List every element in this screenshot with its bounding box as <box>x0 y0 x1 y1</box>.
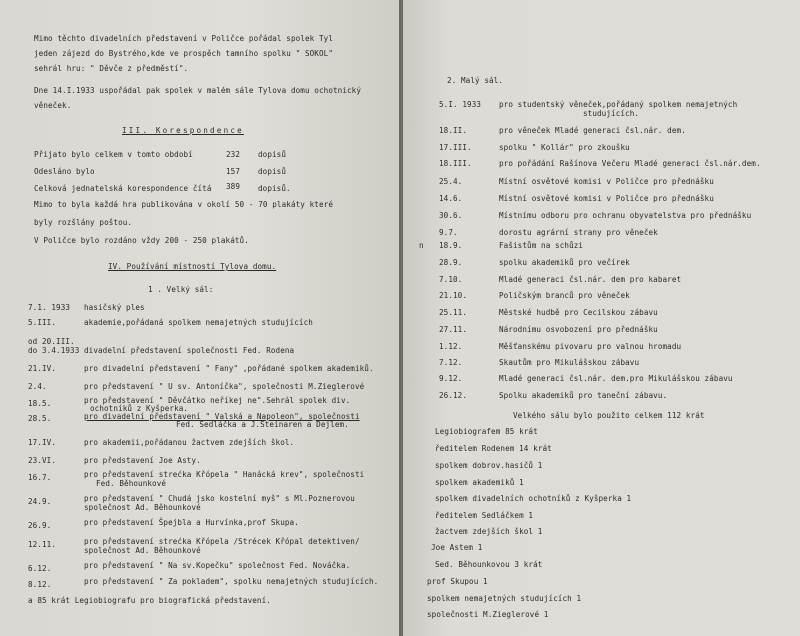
row-text: Fed. Sedláčka a J.Steinaren a Dejlem. <box>176 420 349 429</box>
intro-line: sehrál hru: " Děvče z předměstí". <box>34 64 189 73</box>
correspondence-count: 157 <box>226 167 241 176</box>
row-text: pro divadelní představení " Fany" ,pořádané spolkem akademiků. <box>84 364 374 373</box>
note-line: byly rozšlány poštou. <box>34 218 133 227</box>
summary-item: prof Skupou 1 <box>427 577 488 586</box>
row-date: 12.11. <box>28 540 57 549</box>
row-date: 26.12. <box>439 391 468 400</box>
row-text: pro studentský věneček,pořádaný spolkem nemajetných <box>499 100 738 109</box>
row-date: 23.VI. <box>28 456 57 465</box>
row-date: 18.5. <box>28 399 52 408</box>
row-date: 18.II. <box>439 126 468 135</box>
row-date: 21.IV. <box>28 364 57 373</box>
summary-item: spolkem divadelních ochotníků z Kyšperka 1 <box>435 494 632 503</box>
correspondence-count: 232 <box>226 150 241 159</box>
summary-item: ředitelem Sedláčkem 1 <box>435 511 534 520</box>
row-text: a 85 krát Legiobiografu pro biografická představení. <box>28 596 271 605</box>
summary-item: ředitelem Rodenem 14 krát <box>435 444 552 453</box>
row-text: Spolku akademiků pro taneční zábavu. <box>499 391 668 400</box>
row-date: od 20.III. <box>28 337 75 346</box>
row-text: Měšťanskému pivovaru pro valnou hromadu <box>499 342 682 351</box>
row-text: Mladé generaci čsl.nár. dem.pro Mikulášskou zábavu <box>499 374 733 383</box>
correspondence-unit: dopisů. <box>258 184 291 193</box>
summary-item: spolkem nemajetných studujících 1 <box>427 594 582 603</box>
row-date: 26.9. <box>28 521 52 530</box>
summary-item: spolkem dobrov.hasičů 1 <box>435 461 543 470</box>
note-line: Mimo to byla každá hra publikována v okolí 50 - 70 plakáty které <box>34 200 333 209</box>
summary-item: Legiobiografem 85 krát <box>435 427 538 436</box>
row-text: pro věneček Mladé generaci čsl.nár. dem. <box>499 126 686 135</box>
section-title-rooms: IV. Používání místností Tylova domu. <box>108 262 277 271</box>
row-date: 25.4. <box>439 177 463 186</box>
intro-line: Dne 14.I.1933 uspořádal pak spolek v malém sále Tylova domu ochotnický <box>34 86 362 95</box>
row-date: 7.10. <box>439 275 463 284</box>
row-date: 5.III. <box>28 318 57 327</box>
row-text: dorostu agrární strany pro věneček <box>499 228 658 237</box>
correspondence-unit: dopisů <box>258 167 287 176</box>
row-text: pro akademii,pořádanou žactvem zdejších škol. <box>84 438 295 447</box>
row-text: akademie,pořádaná spolkem nemajetných studujících <box>84 318 313 327</box>
intro-line: věneček. <box>34 101 72 110</box>
row-text: pro představení Joe Asty. <box>84 456 201 465</box>
row-text: studujících. <box>583 109 640 118</box>
right-page <box>403 0 800 636</box>
note-line: V Poličce bylo rozdáno vždy 200 - 250 plakátů. <box>34 236 249 245</box>
row-text: pro představení " U sv. Antoníčka", společnosti M.Zieglerové <box>84 382 365 391</box>
row-text: Skautům pro Mikulášskou zábavu <box>499 358 640 367</box>
row-text: Národnímu osvobození pro přednášku <box>499 325 658 334</box>
row-date: 17.IV. <box>28 438 57 447</box>
row-date: 1.12. <box>439 342 463 351</box>
row-date: 18.9. <box>439 241 463 250</box>
row-date: 28.9. <box>439 258 463 267</box>
intro-line: jeden zájezd do Bystrého,kde ve prospěch tamního spolku " SOKOL" <box>34 49 333 58</box>
row-text: spolku akademiků pro večírek <box>499 258 630 267</box>
summary-item: Sed. Běhounkovou 3 krát <box>435 560 543 569</box>
row-text: Místní osvětové komisi v Poličce pro přednášku <box>499 194 714 203</box>
row-text: hasičský ples <box>84 303 145 312</box>
row-text: Fed. Běhounkové <box>96 479 167 488</box>
intro-line: Mimo těchto divadelních představení v Poličce pořádal spolek Tyl <box>34 34 333 43</box>
row-date: 2.4. <box>28 382 47 391</box>
row-text: pro divadelní představení " Valská a Napoleon", společnosti <box>84 412 360 421</box>
row-text: pro představení " Na sv.Kopečku" společnost Fed. Nováčka. <box>84 561 351 570</box>
section-title-correspondence: III. Korespondence <box>122 126 244 135</box>
row-date: 9.7. <box>439 228 458 237</box>
hall-title: 2. Malý sál. <box>447 76 504 85</box>
row-text: ochotníků z Kyšperka. <box>90 404 189 413</box>
row-date: 21.10. <box>439 291 468 300</box>
row-date: 14.6. <box>439 194 463 203</box>
row-date: 16.7. <box>28 473 52 482</box>
row-text: společnost Ad. Běhounkové <box>84 503 201 512</box>
row-date: 17.III. <box>439 143 472 152</box>
row-date: 28.5. <box>28 414 52 423</box>
row-text: pro představení strećka Křópela " Hanácká krev", společnosti <box>84 470 365 479</box>
row-date: 30.6. <box>439 211 463 220</box>
row-text: pro představení Špejbla a Hurvínka,prof Skupa. <box>84 518 299 527</box>
row-text: divadelní představení společnosti Fed. Rodena <box>84 346 295 355</box>
row-text: Poličským branců pro věneček <box>499 291 630 300</box>
row-date: 18.III. <box>439 159 472 168</box>
row-text: Místní osvětové komisi v Poličce pro přednášku <box>499 177 714 186</box>
row-text: pro představení " Chudá jsko kostelní myš" s Ml.Poznerovou <box>84 494 355 503</box>
row-date: 9.12. <box>439 374 463 383</box>
row-date: 5.I. 1933 <box>439 100 482 109</box>
left-page <box>0 0 399 636</box>
row-date: 25.11. <box>439 308 468 317</box>
row-text: pro představení strećka Křópela /Strécek Křópal detektiven/ <box>84 537 360 546</box>
row-text: pro představení " Za pokladem", spolku nemajetných studujících. <box>84 577 379 586</box>
row-text: Fašistům na schůzi <box>499 241 584 250</box>
row-text: spolku " Kollár" pro zkoušku <box>499 143 630 152</box>
row-date: do 3.4.1933 <box>28 346 80 355</box>
row-date: 24.9. <box>28 497 52 506</box>
correspondence-label: Celková jednatelská korespondence čítá <box>34 184 212 193</box>
row-text: Městské hudbě pro Cecilskou zábavu <box>499 308 658 317</box>
row-text: Mladé generaci čsl.nár. dem pro kabaret <box>499 275 682 284</box>
summary-item: Joe Astem 1 <box>431 543 483 552</box>
row-date: 7.1. 1933 <box>28 303 71 312</box>
row-text: pro představení " Děvčátko neříkej ne".Sehrál spolek div. <box>84 396 351 405</box>
hall-title: 1 . Velký sál: <box>148 285 214 294</box>
correspondence-count: 389 <box>226 182 241 191</box>
row-text: společnost Ad. Běhounkové <box>84 546 201 555</box>
correspondence-label: Odesláno bylo <box>34 167 95 176</box>
summary-item: spolkem akademiků 1 <box>435 478 524 487</box>
margin-mark: n <box>419 241 424 250</box>
row-text: pro pořádání Rašínova Večeru Mladé generaci čsl.nár.dem. <box>499 159 761 168</box>
row-text: Místnímu odboru pro ochranu obyvatelstva pro přednášku <box>499 211 752 220</box>
row-date: 6.12. <box>28 564 52 573</box>
summary-item: společnosti M.Zieglerové 1 <box>427 610 549 619</box>
row-date: 8.12. <box>28 580 52 589</box>
correspondence-label: Přijato bylo celkem v tomto období <box>34 150 193 159</box>
summary-item: žactvem zdejších škol 1 <box>435 527 543 536</box>
row-date: 27.11. <box>439 325 468 334</box>
correspondence-unit: dopisů <box>258 150 287 159</box>
summary-title: Velkého sálu bylo použito celkem 112 krát <box>513 411 705 420</box>
row-date: 7.12. <box>439 358 463 367</box>
